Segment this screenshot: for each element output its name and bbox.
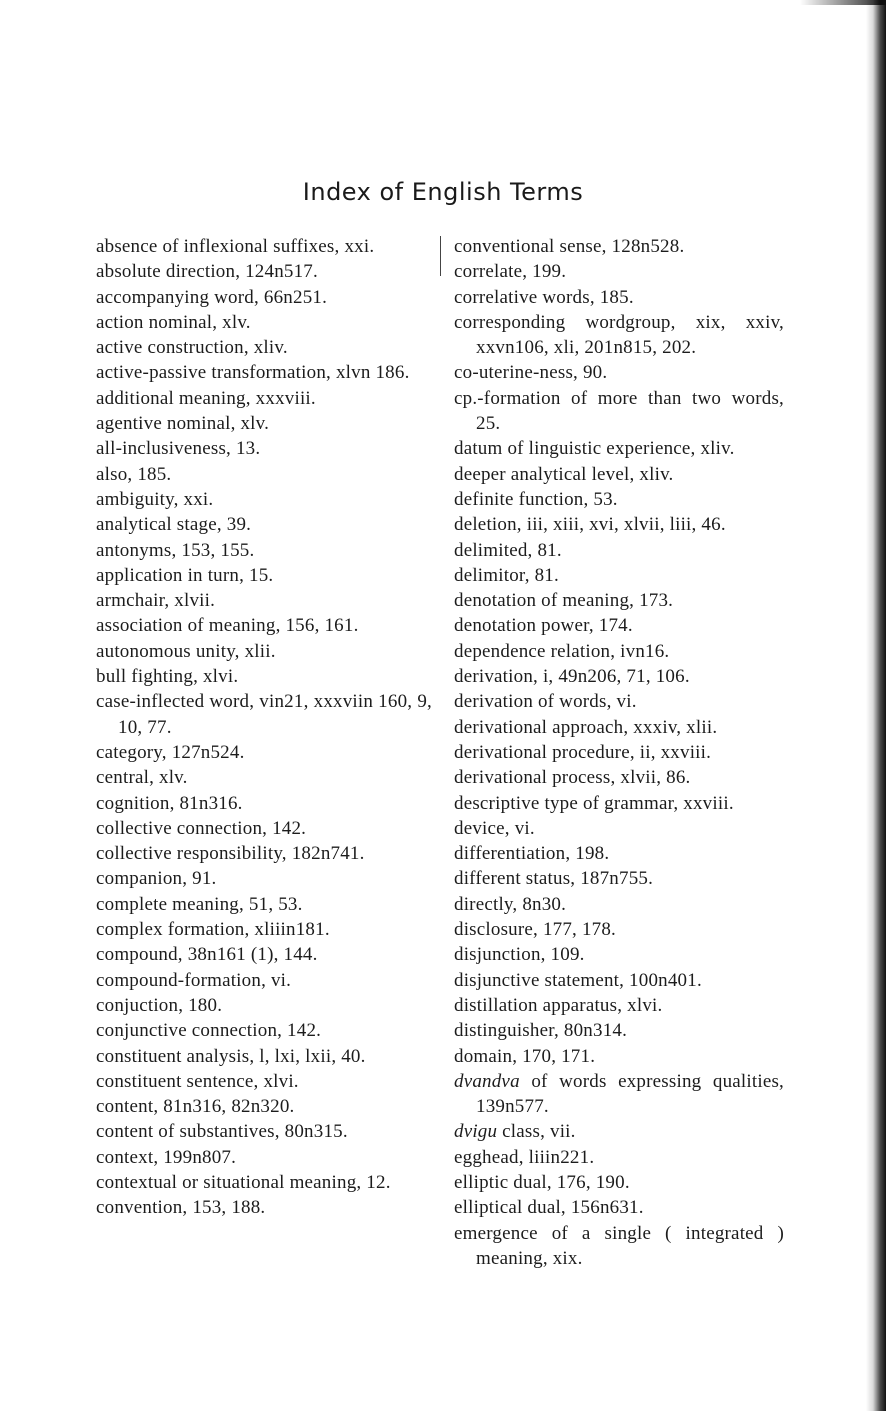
index-term: corresponding wordgroup, [454, 311, 676, 333]
index-term: association of meaning, [96, 615, 281, 637]
index-entry [454, 462, 784, 487]
index-page-refs: 142. [287, 1020, 322, 1042]
index-term: content, [96, 1096, 159, 1118]
index-page-refs: 153, 155. [181, 539, 255, 561]
index-entry [454, 1170, 784, 1195]
index-page-refs: xlv. [222, 311, 251, 333]
index-term: category, [96, 741, 167, 763]
index-page-refs: 170, 171. [522, 1045, 596, 1067]
index-term: denotation of meaning, [454, 590, 635, 612]
index-page-refs: xxviii. [683, 792, 734, 814]
index-entry [454, 765, 784, 790]
index-term: delimited, [454, 539, 533, 561]
index-term: collective connection, [96, 817, 268, 839]
index-page-refs: 156, 161. [285, 615, 359, 637]
index-page-refs: liiin221. [528, 1146, 595, 1168]
index-term: compound-formation, [96, 969, 267, 991]
index-entry [454, 1018, 784, 1043]
index-entry [96, 1145, 432, 1170]
index-page-refs: 156n631. [570, 1197, 644, 1219]
index-page-refs: xliv. [700, 438, 735, 460]
index-entry [454, 816, 784, 841]
index-page-refs: vi. [514, 817, 535, 839]
index-term: device, [454, 817, 510, 839]
index-term: all-inclusiveness, [96, 438, 231, 460]
index-page-refs: 38n161 (1), 144. [187, 944, 318, 966]
index-page-refs: 66n251. [263, 286, 328, 308]
index-entry [454, 892, 784, 917]
index-page-refs: 90. [582, 362, 608, 384]
index-entry [454, 639, 784, 664]
index-entry [96, 285, 432, 310]
index-entry [96, 234, 432, 259]
index-page-refs: xlvi. [263, 1070, 299, 1092]
page-title: Index of English Terms [302, 178, 584, 206]
index-term: directly, [454, 893, 518, 915]
index-entry [96, 866, 432, 891]
index-column-left [96, 234, 432, 1221]
index-term: application in turn, [96, 564, 245, 586]
index-term: datum of linguistic experience, [454, 438, 696, 460]
index-page-refs: of words expressing qualities, 139n577. [476, 1070, 785, 1118]
index-page-refs: xliiin181. [254, 919, 330, 941]
index-term: active construction, [96, 337, 249, 359]
index-page-refs: 80n315. [284, 1121, 348, 1143]
index-page-refs: i, 49n206, 71, 106. [542, 666, 690, 688]
index-entry [96, 917, 432, 942]
index-entry [454, 841, 784, 866]
index-term: definite function, [454, 488, 589, 510]
index-term: cognition, [96, 792, 175, 814]
index-entry [96, 1044, 432, 1069]
index-page-refs: xlii. [244, 640, 276, 662]
index-page-refs: xlvn 186. [335, 362, 410, 384]
index-term: companion, [96, 868, 188, 890]
index-entry [454, 613, 784, 638]
index-page-refs: 198. [575, 843, 610, 865]
index-term: egghead, [454, 1146, 524, 1168]
index-term: absolute direction, [96, 261, 241, 283]
index-entry [454, 487, 784, 512]
index-term: also, [96, 463, 133, 485]
index-page-refs: xlv. [159, 767, 188, 789]
index-page-refs: 185. [599, 286, 634, 308]
index-entry [454, 285, 784, 310]
index-entry [96, 310, 432, 335]
index-term: dependence relation, [454, 640, 616, 662]
index-page-refs: iii, xiii, xvi, xlvii, liii, 46. [526, 514, 726, 536]
index-entry [96, 841, 432, 866]
index-page-refs: 177, 178. [542, 919, 617, 941]
index-page-refs: xxi. [344, 236, 375, 257]
index-page-refs: xliv. [253, 337, 288, 359]
index-entry [96, 664, 432, 689]
index-term: case-inflected word, [96, 691, 255, 713]
index-entry [454, 588, 784, 613]
index-page-refs: xix, xxiv, xxvn106, xli, 201n815, 202. [476, 311, 785, 359]
index-term: conjunctive connection, [96, 1020, 283, 1042]
index-entry [454, 310, 784, 361]
index-entry [454, 1119, 784, 1144]
index-entry [96, 386, 432, 411]
index-term: action nominal, [96, 311, 218, 333]
index-term: accompanying word, [96, 286, 259, 308]
index-page-refs: xliv. [639, 463, 674, 485]
index-term: complete meaning, [96, 893, 244, 915]
index-page-refs: 199. [532, 261, 567, 283]
index-term: dvigu [454, 1121, 498, 1143]
index-entry [96, 639, 432, 664]
index-term: cp.-formation of more than two words, [454, 387, 784, 409]
index-term: distinguisher, [454, 1020, 559, 1042]
index-entry [454, 942, 784, 967]
index-entry [96, 765, 432, 790]
index-page-refs: 81n316, 82n320. [163, 1096, 295, 1118]
index-entry [454, 1044, 784, 1069]
index-term: agentive nominal, [96, 413, 236, 435]
index-term: constituent analysis, [96, 1045, 255, 1067]
index-entry [96, 462, 432, 487]
index-entry [96, 259, 432, 284]
index-entry [454, 1069, 784, 1120]
index-term: content of substantives, [96, 1121, 280, 1143]
index-page-refs: 180. [188, 994, 223, 1016]
index-entry [96, 1069, 432, 1094]
index-entry [96, 436, 432, 461]
index-term: differentiation, [454, 843, 571, 865]
index-entry [454, 436, 784, 461]
index-term: deeper analytical level, [454, 463, 635, 485]
index-page-refs: ivn16. [620, 640, 670, 662]
index-page-refs: class, vii. [502, 1121, 576, 1143]
index-entry [454, 917, 784, 942]
index-page-refs: 187n755. [580, 868, 654, 890]
index-term: derivational approach, [454, 716, 629, 738]
index-page-refs: xlvi. [627, 994, 663, 1016]
index-entry [96, 968, 432, 993]
index-term: derivation of words, [454, 691, 612, 713]
index-term: armchair, [96, 590, 170, 612]
index-page-refs: 81. [534, 564, 559, 586]
index-term: absence of inflexional suffixes, [96, 236, 340, 257]
index-page-refs: ii, xxviii. [639, 741, 712, 763]
index-page-refs: 127n524. [171, 741, 245, 763]
index-page-refs: 51, 53. [248, 893, 303, 915]
index-entry [96, 588, 432, 613]
index-term: compound, [96, 944, 183, 966]
index-page-refs: xxi. [183, 488, 214, 510]
index-entry [96, 563, 432, 588]
index-entry [454, 664, 784, 689]
index-page-refs: 15. [249, 564, 274, 586]
index-page-refs: 8n30. [522, 893, 567, 915]
index-entry [96, 613, 432, 638]
index-page-refs: 12. [366, 1171, 391, 1193]
index-page-refs: 80n314. [563, 1020, 628, 1042]
column-divider [440, 236, 441, 276]
index-page-refs: 173. [639, 590, 674, 612]
index-term: complex formation, [96, 919, 250, 941]
index-term: disjunction, [454, 944, 546, 966]
index-entry [96, 892, 432, 917]
index-term: different status, [454, 868, 576, 890]
index-entry [96, 1170, 432, 1195]
index-entry [96, 360, 432, 385]
index-term: antonyms, [96, 539, 177, 561]
index-page-refs: 185. [137, 463, 172, 485]
index-page-refs: 153, 188. [192, 1197, 266, 1219]
index-page-refs: 53. [593, 488, 618, 510]
index-entry [96, 512, 432, 537]
index-page-refs: 128n528. [611, 236, 685, 257]
index-term: distillation apparatus, [454, 994, 623, 1016]
index-page-refs: 142. [272, 817, 307, 839]
index-term: additional meaning, [96, 387, 251, 409]
index-page-refs: xix. [552, 1247, 583, 1269]
index-page-refs: xlv. [240, 413, 270, 435]
index-page-refs: 182n741. [291, 843, 365, 865]
index-entry [454, 866, 784, 891]
index-column-right [454, 234, 784, 1271]
index-page-refs: 39. [226, 514, 252, 536]
index-term: analytical stage, [96, 514, 222, 536]
index-entry [96, 1018, 432, 1043]
index-entry [454, 1195, 784, 1220]
index-entry [96, 1119, 432, 1144]
index-page-refs: 81. [537, 539, 562, 561]
index-term: denotation power, [454, 615, 594, 637]
index-entry [96, 740, 432, 765]
index-term: context, [96, 1146, 159, 1168]
index-term: central, [96, 767, 155, 789]
index-term: dvandva [454, 1070, 520, 1092]
index-term: elliptical dual, [454, 1197, 566, 1219]
index-entry [454, 715, 784, 740]
index-entry [454, 538, 784, 563]
index-entry [454, 740, 784, 765]
index-term: collective responsibility, [96, 843, 287, 865]
index-term: derivational procedure, [454, 741, 635, 763]
index-page-refs: xlvi. [202, 666, 239, 688]
index-entry [454, 968, 784, 993]
index-term: conventional sense, [454, 236, 607, 257]
index-entry [96, 335, 432, 360]
index-entry [96, 538, 432, 563]
index-page-refs: 13. [235, 438, 261, 460]
index-page-refs: 81n316. [179, 792, 243, 814]
index-page-refs: vi. [616, 691, 637, 713]
index-page-refs: vi. [270, 969, 292, 991]
index-page-refs: 91. [192, 868, 217, 890]
index-term: derivational process, [454, 767, 616, 789]
index-entry [454, 512, 784, 537]
index-page-refs: xlvii, 86. [620, 767, 691, 789]
index-entry [96, 487, 432, 512]
index-term: correlate, [454, 261, 528, 283]
index-entry [96, 689, 432, 740]
index-term: derivation, [454, 666, 538, 688]
index-entry [454, 993, 784, 1018]
index-term: deletion, [454, 514, 522, 536]
index-page-refs: 199n807. [163, 1146, 237, 1168]
index-entry [454, 360, 784, 385]
index-term: correlative words, [454, 286, 595, 308]
index-entry [454, 791, 784, 816]
index-entry [454, 259, 784, 284]
index-page-refs: 100n401. [629, 969, 702, 991]
index-entry [454, 689, 784, 714]
index-term: conjuction, [96, 994, 184, 1016]
index-entry [454, 386, 784, 437]
index-term: co-uterine-ness, [454, 362, 579, 384]
index-page-refs: xlvii. [174, 590, 216, 612]
index-entry [454, 1221, 784, 1272]
index-page-refs: vin21, xxxviin 160, 9, 10, 77. [118, 691, 432, 738]
index-term: contextual or situational meaning, [96, 1171, 362, 1193]
index-entry [96, 942, 432, 967]
index-entry [96, 411, 432, 436]
index-entry [96, 1195, 432, 1220]
index-term: constituent sentence, [96, 1070, 259, 1092]
index-page-refs: 109. [550, 944, 585, 966]
index-page-refs: xxxviii. [255, 387, 316, 409]
index-term: disjunctive statement, [454, 969, 625, 991]
index-term: domain, [454, 1045, 518, 1067]
index-entry [96, 791, 432, 816]
page-edge-shadow [866, 0, 886, 1411]
index-term: bull fighting, [96, 666, 199, 688]
index-term: active-passive transformation, [96, 362, 331, 384]
index-term: disclosure, [454, 919, 538, 941]
index-entry [454, 234, 784, 259]
index-term: autonomous unity, [96, 640, 240, 662]
index-term: elliptic dual, [454, 1171, 552, 1193]
index-page-refs: 25. [476, 413, 501, 435]
index-page-refs: 124n517. [245, 261, 318, 283]
index-entry [454, 1145, 784, 1170]
index-entry [96, 993, 432, 1018]
index-page-refs: 174. [598, 615, 633, 637]
index-page-refs: xxxiv, xlii. [633, 716, 718, 738]
index-entry [96, 816, 432, 841]
index-entry [454, 563, 784, 588]
index-term: emergence of a single ( integrated ) meaning, [454, 1222, 784, 1269]
index-page-refs: l, lxi, lxii, 40. [259, 1045, 366, 1067]
index-term: descriptive type of grammar, [454, 792, 679, 814]
index-page-refs: 176, 190. [556, 1171, 630, 1193]
index-term: ambiguity, [96, 488, 179, 510]
index-entry [96, 1094, 432, 1119]
index-term: convention, [96, 1197, 188, 1219]
index-term: delimitor, [454, 564, 530, 586]
